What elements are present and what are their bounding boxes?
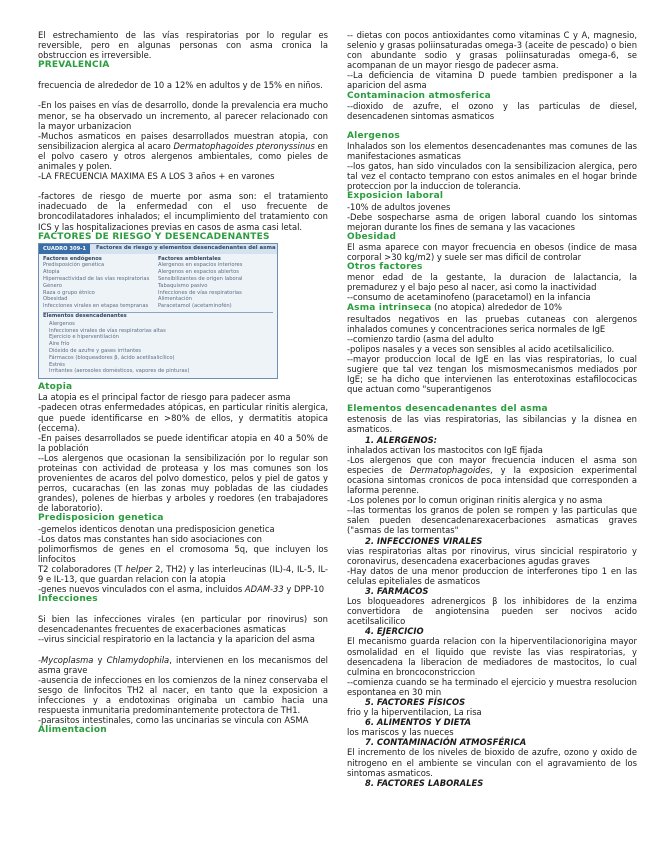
heading-elementos: Elementos desencadenantes del asma [347,404,548,415]
table-trigger-list [39,320,277,378]
subheading-alergenos: 1. ALERGENOS: [365,434,438,445]
table-cell: Dióxido de azufre y gases irritantes [49,348,142,355]
heading-exposicion: Exposicion laboral [347,191,444,202]
text-run: T2 colaboradores (T [38,563,126,574]
subheading-infecciones: 2. INFECCIONES VIRALES [365,535,483,546]
occupational-text: -Debe sospecharse asma de origen laboral cuando los sintomas mejoran durante los fines de semana y las vacaciones [347,211,637,232]
infection-text: -ausencia de infecciones en los comienzos de la ninez conservaba el sesgo de linfocitos TH2 al nacer, en tanto que la exposicion a infecciones y a endotoxinas originaba un cambio hacia una respuesta inmunitaria predominantemente protectora de TH1. [38,674,328,716]
genetic-text: -gemelos identicos denotan una predisposicion genetica [38,523,275,534]
text-run: 2, TH2) y las interleucinas (IL)-4, IL-5, IL-9 e IL-13, que guardan relacion con la atopia [38,563,329,585]
heading-factores: FACTORES DE RIESGO Y DESENCADENANTES [38,231,270,242]
heading-predisposicion: Predisposicion genetica [38,513,164,524]
infection-text: Si bien las infecciones virales (en particular por rinovirus) son desencadenantes frecuentes de exacerbaciones asmaticas [38,614,328,635]
other-factors-text: menor edad de la gestante, la duracion de lalactancia, la premadurez y el bajo peso al nacer, asi como la inactividad [347,272,637,293]
gene-name: ADAM-33 [244,584,284,595]
table-cell: Alergenos en espacios interiores [158,262,243,269]
genetic-text: -Los datos mas constantes han sido asociaciones con [38,533,262,544]
trigger-text: --comienza cuando se ha terminado el ejercicio y muestra resolucion espontanea en 30 min [347,676,637,697]
species-name: -Mycoplasma [38,654,94,665]
heading-intrinseca: Asma intrinseca [347,303,432,314]
genetic-text [38,584,328,594]
table-columns [39,254,277,310]
table-subheader: Elementos desencadenantes [43,312,273,320]
trigger-text: -Hay datos de una menor produccion de interferones tipo 1 en las celulas epiteliales de asmaticos [347,565,637,586]
table-cell: Obesidad [43,296,68,303]
trigger-text: El mecanismo guarda relacion con la hiperventilacionorigina mayor osmolalidad en el liquido que reviste las vias respiratorias, y desencadena la liberacion de mediadores de mastocitos, lo cual culmina en broncoconstriccion [347,636,637,677]
subheading-alimentos: 6. ALIMENTOS Y DIETA [365,717,472,728]
atopy-text: -En paises desarrollados se puede identificar atopia en 40 a 50% de la población [38,432,328,453]
prevalence-text: -En los paises en vías de desarrollo, donde la prevalencia era mucho menor, se ha observado un incremento, al parecer relacionado con la mayor urbanizacion [38,100,328,131]
table-cell: Sensibilizantes de origen laboral [158,276,243,283]
heading-contaminacion: Contaminacion atmosferica [347,90,491,101]
text-run: (no atopica) alrededor de 10% [431,302,563,313]
other-factors-text: --consumo de acetaminofeno (paracetamol) en la infancia [347,292,591,303]
genetic-text: polimorfismos de genes en el cromosoma 5q, que incluyen los linfocitos [38,543,328,564]
heading-alergenos: Alergenos [347,130,400,141]
table-column-environmental [158,256,273,310]
table-cell: Estrés [49,361,65,368]
subheading-farmacos: 3. FARMACOS [365,585,429,596]
table-cell: Infecciones virales en etapas tempranas [43,303,149,310]
table-cell: Predisposición genética [43,262,105,269]
trigger-text: El incremento de los niveles de bioxido de azufre, ozono y oxido de nitrogeno en el ambiente se vinculan con el agravamiento de los sintomas asmaticos. [347,747,637,778]
heading-obesidad: Obesidad [347,231,397,242]
intrinsic-text: --mayor produccion local de IgE en las vias respiratorias, lo cual sugiere que tal vez tengan los mismosmecanismos mediados por IgE; se ha dicho que intervienen las enterotoxinas estafilococicas que actuan como "superantigenos [347,353,637,395]
text-run: en el polvo casero y otros alergenos ambientales, como pieles de animales y polen. [38,140,328,172]
trigger-text [347,455,637,495]
table-header [39,244,277,254]
infection-text: --virus sincicial respiratorio en la lactancia y la aparicion del asma [38,634,315,645]
trigger-text: vias respiratorias altas por rinovirus, virus sincicial respiratorio y coronavirus, desencadena exacerbaciones agudas graves [347,545,637,566]
intrinsic-text: --comienzo tardio (asma del adulto [347,333,494,344]
trigger-text: -Los polenes por lo comun originan rinitis alergica y no asma [347,495,603,506]
table-column-endogenous [43,256,158,310]
trigger-text: --las tormentas los granos de polen se rompen y las particulas que salen pueden desencadenarexacerbaciones asmaticas graves ("asmas de las tormentas" [347,505,637,536]
infection-text: -parasitos intestinales, como las uncinarias se vincula con ASMA [38,715,309,726]
table-cell: Paracetamol (acetaminofén) [158,303,232,310]
right-column [347,30,637,788]
table-cell: Infecciones virales de vías respiratorias altas [49,327,166,334]
infection-text [38,655,328,675]
prevalence-text: -LA FRECUENCIA MAXIMA ES A LOS 3 años + en varones [38,171,275,182]
atopy-text: --Los alergenos que ocasionan la sensibilización por lo regular son proteinas con actividad de proteasa y los mas comunes son los provenientes de acaros del polvo domestico, pelos y piel de gatos y perros, cucarachas (en las zonas muy pobladas de las ciudades grandes), polenes de hierbas y arboles y roedores (en trabajadores de laboratorio). [38,452,328,514]
text-run: y [93,654,107,665]
table-cell: Alergenos en espacios abiertos [158,269,239,276]
text-run: -Los alergenos que con mayor frecuencia inducen el asma son especies de [347,454,637,475]
table-cell: Infecciones de vías respiratorias [158,289,242,296]
obesity-text: El asma aparece con mayor frecuencia en obesos (indice de masa corporal >30 kg/m2) y suele ser mas dificil de controlar [347,241,637,262]
table-cell: Irritantes (aerosoles domésticos, vapores de pinturas) [49,368,190,375]
heading-prevalencia: PREVALENCIA [38,60,110,71]
table-cell: Alimentación [158,296,192,303]
species-name: Dermatophagoides pteronyssinus [173,140,315,151]
trigger-text: frio y la hiperventilacion, La risa [347,707,482,718]
heading-infecciones: Infecciones [38,594,98,605]
trigger-text: inhalados activan los mastocitos con IgE fijada [347,444,543,455]
allergen-text: --los gatos, han sido vinculados con la sensibilizacion alergica, pero tal vez el contacto temprano con estos animales en el hogar brinde proteccion por la induccion de tolerancia. [347,161,637,192]
table-cell: Raza o grupo étnico [43,289,95,296]
text-run: -genes nuevos vinculados con el asma, incluidos [38,584,245,595]
text-run: y DPP-10 [283,584,325,595]
table-cell: Tabaquismo pasivo [158,282,208,289]
atopy-text: La atopia es el principal factor de riesgo para padecer asma [38,392,291,403]
diet-text: --La deficiencia de vitamina D puede tambien predisponer a la aparicion del asma [347,70,637,91]
prevalence-text: frecuencia de alrededor de 10 a 12% en adultos y de 15% en niños. [38,80,323,91]
intrinsic-text: -polipos nasales y a veces son sensibles al acido acetilsalicilico. [347,343,615,354]
heading-otros: Otros factores [347,262,423,273]
trigger-text: los mariscos y las nueces [347,727,454,738]
intrinsic-text: resultados negativos en las pruebas cutaneas con alergenos inhalados comunes y concentraciones serica normales de IgE [347,313,637,334]
prevalence-text [38,131,328,171]
text-run: -Muchos asmaticos en paises desarrollados muestran atopia, con sensibilizacion alergica al acaro [38,130,328,151]
occupational-text: -10% de adultos jovenes [347,201,451,212]
allergen-text: Inhalados son los elementos desencadenantes mas comunes de las manifestaciones asmaticas [347,140,637,162]
table-title: Factores de riesgo y elementos desencadenantes del asma [95,245,276,252]
diet-text: -- dietas con pocos antioxidantes como vitaminas C y A, magnesio, selenio y grasas poliinsaturadas omega-3 (aceite de pescado) o bien con abundante sodio y grasas poliinsaturadas omega-6, se acompanan de un mayor riesgo de padecer asma. [347,30,637,71]
table-cell: Fármacos (bloqueadores β, ácido acetilsalicílico) [49,354,175,361]
triggers-intro: estenosis de las vias respiratorias, las sibilancias y la disnea en asmaticos. [347,414,637,435]
table-column-header: Factores ambientales [158,255,221,262]
trigger-text: Los bloqueadores adrenergicos β los inhibidores de la enzima convertidora de angiotensina pueden ser nocivos acido acetilsalicilico [347,596,637,627]
genetic-text [38,564,328,584]
table-cell: Hiperreactividad de las vías respiratorias [43,276,150,283]
table-cell: Alergenos [49,320,75,327]
text-run: , y la exposicion experimental ocasiona sintomas cronicos de poca intensidad que corresponden a laforma perenne. [347,464,637,496]
heading-alimentacion: Alimentacion [38,725,107,736]
species-name: Dermatophagoides [409,464,490,475]
table-cell: Género [43,282,62,289]
left-column [38,30,328,735]
table-tag: CUADRO 309-1 [39,244,90,254]
table-cell: Atopia [43,269,60,276]
pollution-text: --dioxido de azufre, el ozono y las particulas de diesel, desencadenen sintomas asmaticos [347,100,637,121]
table-column-header: Factores endógenos [43,255,102,262]
subheading-laborales: 8. FACTORES LABORALES [365,777,484,788]
intrinsic-asthma-line [347,302,637,313]
italic-term: helper [125,563,153,574]
atopy-text: -padecen otras enfermedades atópicas, en particular rinitis alergica, que puede identificarse en >80% de ellos, y dermatitis atopica (eccema). [38,402,328,433]
prevalence-text: -factores de riesgo de muerte por asma son: el tratamiento inadecuado de la enfermedad con el uso frecuente de broncodilatadores inhalados; el incumplimiento del tratamiento con ICS y las hospitalizaciones previas en casos de asma casi letal. [38,191,328,232]
subheading-ejercicio: 4. EJERCICIO [365,626,424,637]
table-cell: Ejercicio e hiperventilación [49,334,119,341]
species-name: Chlamydophila [106,654,170,665]
subheading-fisicos: 5. FACTORES FÍSICOS [365,697,466,707]
intro-paragraph: El estrechamiento de las vías respiratorias por lo regular es reversible, pero en algunas personas con asma cronica la obstruccion es irreversible. [38,30,328,61]
text-run: , intervienen en los mecanismos del asma grave [38,654,328,675]
subheading-contaminacion: 7. CONTAMINACIÓN ATMOSFÉRICA [365,737,527,748]
table-cell: Aire frío [49,341,70,348]
risk-factors-table [38,243,278,380]
heading-atopia: Atopia [38,382,73,393]
